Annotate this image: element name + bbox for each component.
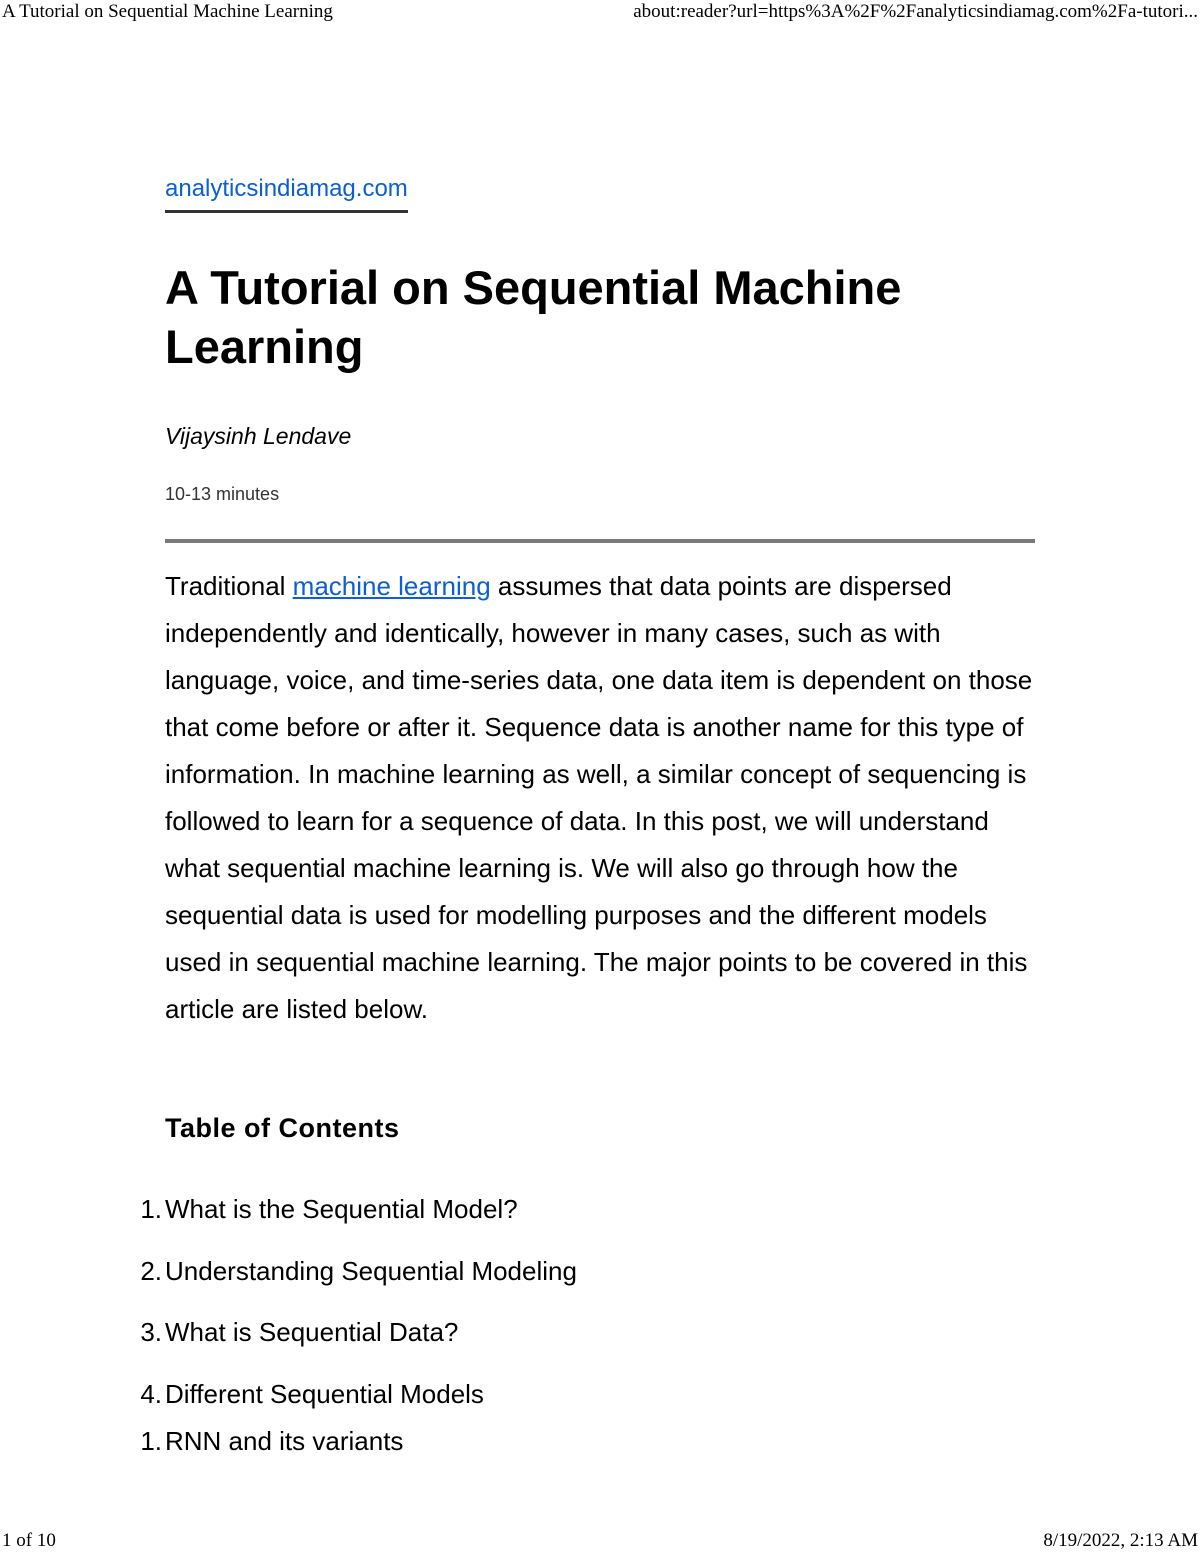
- source-domain-link[interactable]: analyticsindiamag.com: [165, 174, 408, 213]
- toc-subitem[interactable]: [140, 1422, 577, 1469]
- toc-item-number: 4.: [140, 1378, 162, 1409]
- machine-learning-link[interactable]: machine learning: [292, 571, 491, 601]
- article-title: A Tutorial on Sequential Machine Learning: [165, 261, 902, 373]
- article-author: Vijaysinh Lendave: [165, 423, 352, 449]
- reading-time: 10-13 minutes: [165, 484, 280, 504]
- toc-item-text: Understanding Sequential Modeling: [165, 1255, 577, 1286]
- intro-text-before-link: Traditional: [165, 571, 293, 601]
- toc-item-number: 1.: [140, 1194, 162, 1224]
- toc-list: [140, 1190, 577, 1469]
- header-divider: [165, 539, 1035, 543]
- toc-item-number: 1.: [140, 1425, 162, 1456]
- toc-item[interactable]: [140, 1313, 577, 1375]
- print-header-title: A Tutorial on Sequential Machine Learning: [2, 1, 333, 22]
- toc-item[interactable]: [140, 1190, 577, 1252]
- print-header: [0, 1, 1200, 23]
- toc-item[interactable]: [140, 1252, 577, 1314]
- toc-item[interactable]: [140, 1375, 577, 1422]
- toc-item-text: RNN and its variants: [165, 1425, 404, 1456]
- toc-item-number: 3.: [140, 1317, 162, 1347]
- toc-heading: Table of Contents: [165, 1113, 400, 1143]
- toc-item-text: Different Sequential Models: [165, 1378, 484, 1409]
- print-datetime: 8/19/2022, 2:13 AM: [1043, 1530, 1198, 1551]
- print-footer: [0, 1530, 1200, 1552]
- intro-text-after-link: assumes that data points are dispersed independently and identically, however in many cases, such as with language, voice, and time-series data, one data item is dependent on those that come before or after it. Sequence data is another name for this type of information. In machine learning as well, a similar concept of sequencing is followed to learn for a sequence of data. In this post, we will understand what sequential machine learning is. We will also go through how the sequential data is used for modelling purposes and the different models used in sequential machine learning. The major points to be covered in this article are listed below.: [165, 571, 1033, 1024]
- toc-item-text: What is Sequential Data?: [165, 1317, 459, 1347]
- toc-item-text: What is the Sequential Model?: [165, 1194, 518, 1224]
- page-number: 1 of 10: [2, 1530, 56, 1551]
- toc-item-number: 2.: [140, 1255, 162, 1286]
- print-header-url: about:reader?url=https%3A%2F%2Fanalyticsindiamag.com%2Fa-tutori...: [633, 1, 1198, 22]
- intro-paragraph: [165, 563, 1045, 1033]
